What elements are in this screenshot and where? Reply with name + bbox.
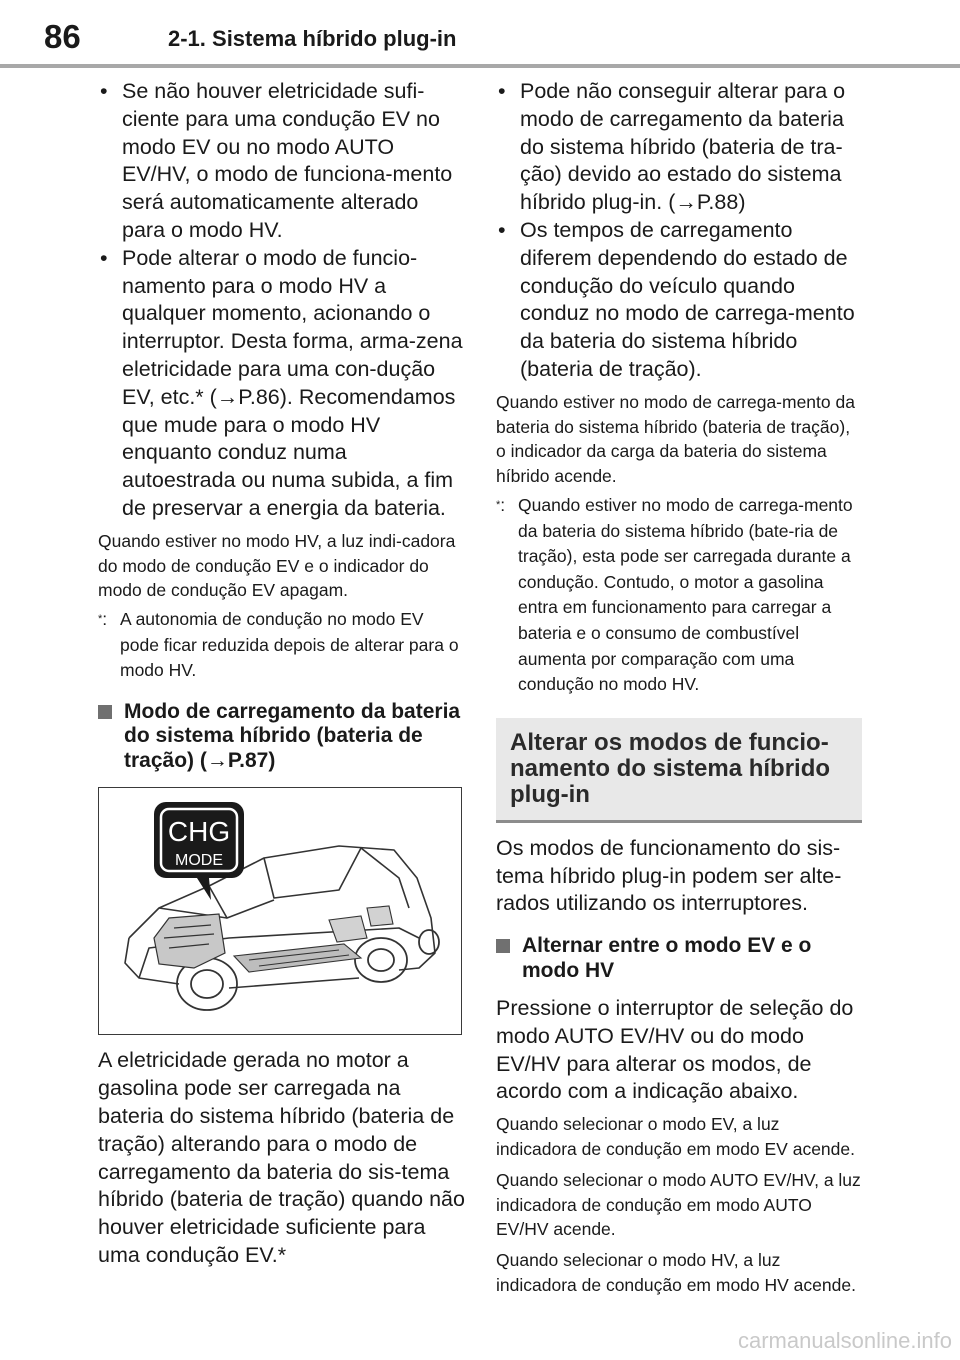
header-divider	[0, 64, 960, 68]
charge-mode-description: A eletricidade gerada no motor a gasolina pode ser carregada na bateria do sistema híbrido (bateria de tração) alterando para o modo de carregamento da bateria do sis-tema híbrido (bateria de tração) quando não houver eletricidade suficiente para uma condução EV.*	[98, 1048, 465, 1267]
ev-mode-note: Quando selecionar o modo EV, a luz indicadora de condução em modo EV acende.	[496, 1114, 855, 1160]
charge-mode-note: Quando estiver no modo de carrega-mento da bateria do sistema híbrido (bateria de tração), o indicador da carga da bateria do sistema híbrido acende.	[496, 391, 855, 487]
section-title: 2-1. Sistema híbrido plug-in	[168, 26, 457, 51]
footnote-text: A autonomia de condução no modo EV pode ficar reduzida depois de alterar para o modo HV.	[120, 609, 459, 681]
right-bullet-list	[496, 78, 862, 384]
footnote	[496, 493, 862, 698]
footnote-mark: *:	[496, 494, 506, 515]
section-heading: Alterar os modos de funcio-namento do sistema híbrido plug-in	[510, 728, 831, 808]
left-column	[98, 78, 466, 1270]
hv-mode-note: Quando estiver no modo HV, a luz indi-cadora do modo de condução EV e o indicador do modo de condução EV apagam.	[98, 530, 456, 601]
charge-mode-subheading	[98, 700, 466, 774]
list-item: • Pode alterar o modo de funcio-namento para o modo HV a qualquer momento, acionando o interruptor. Desta forma, arma-zena eletricidade para uma con-dução EV, etc.* (→P.86). Recomendamos que mude para o modo HV enquanto conduz numa autoestrada ou numa subida, a fim de preservar a energia da bateria.	[98, 245, 466, 523]
footnote-mark: *:	[98, 609, 108, 630]
vehicle-illustration	[98, 787, 462, 1035]
watermark: carmanualsonline.info	[737, 1328, 952, 1353]
section-heading-box	[496, 718, 862, 823]
footnote-text: Quando estiver no modo de carrega-mento da bateria do sistema híbrido (bate-ria de tração), esta pode ser carregada durante a condução. Contudo, o motor a gasolina entra em funcionamento para carregar a bateria e o consumo de combustível aumenta por comparação com uma condução no modo HV.	[518, 494, 853, 695]
chg-badge-line2: MODE	[175, 852, 223, 870]
section-intro: Os modos de funcionamento do sis-tema híbrido plug-in podem ser alte-rados utilizando os interruptores.	[496, 835, 842, 916]
square-bullet-icon	[496, 939, 510, 953]
list-item: • Se não houver eletricidade sufi-ciente para uma condução EV no modo EV ou no modo AUTO EV/HV, o modo de funciona-mento será automaticamente alterado para o modo HV.	[98, 78, 466, 245]
page-header	[0, 0, 960, 70]
left-bullet-list	[98, 78, 466, 523]
list-item: • Pode não conseguir alterar para o modo de carregamento da bateria do sistema híbrido (bateria de tra-ção) devido ao estado do sistema híbrido plug-in. (→P.88)	[496, 78, 862, 217]
subheading-text: Modo de carregamento da bateria do sistema híbrido (bateria de tração) (→P.87)	[124, 699, 461, 772]
page-number: 86	[44, 18, 81, 55]
right-column	[496, 78, 862, 1298]
car-cutaway-drawing	[99, 788, 461, 1034]
chg-badge-line1: CHG	[167, 816, 231, 848]
list-item: • Os tempos de carregamento diferem dependendo do estado de condução do veículo quando conduz no modo de carrega-mento da bateria do sistema híbrido (bateria de tração).	[496, 217, 862, 384]
square-bullet-icon	[98, 705, 112, 719]
auto-mode-note: Quando selecionar o modo AUTO EV/HV, a luz indicadora de condução em modo AUTO EV/HV acende.	[496, 1169, 861, 1240]
ev-hv-instructions: Pressione o interruptor de seleção do modo AUTO EV/HV ou do modo EV/HV para alterar os modos, de acordo com a indicação abaixo.	[496, 996, 854, 1104]
footnote	[98, 607, 466, 684]
subheading-text: Alternar entre o modo EV e o modo HV	[522, 934, 812, 982]
ev-hv-subheading	[496, 934, 862, 983]
hv-mode-note: Quando selecionar o modo HV, a luz indicadora de condução em modo HV acende.	[496, 1250, 856, 1296]
